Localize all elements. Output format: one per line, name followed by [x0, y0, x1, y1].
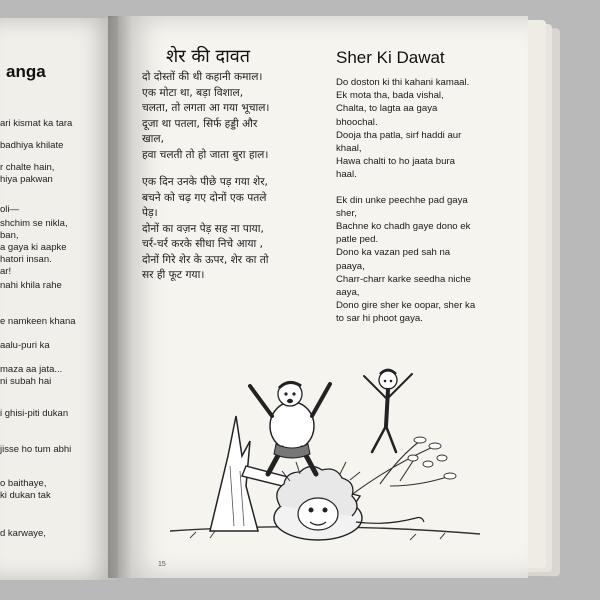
left-page-line: shchim se nikla, — [0, 218, 68, 229]
poem-line: हवा चलती तो हो जाता बुरा हाल। — [142, 148, 269, 161]
poem-line: दो दोस्तों की थी कहानी कमाल। — [142, 71, 263, 83]
poem-line: aaya, — [336, 287, 360, 299]
hindi-poem-title: शेर की दावत — [166, 46, 251, 67]
left-page-line: ki dukan tak — [0, 490, 51, 501]
left-page-line: aalu-puri ka — [0, 340, 50, 351]
poem-line: Dono gire sher ke oopar, sher ka — [336, 300, 476, 312]
left-page — [0, 18, 118, 580]
poem-line: दूजा था पतला, सिर्फ हड्डी और — [142, 117, 258, 130]
hindi-poem-body — [142, 70, 322, 296]
lion-and-friends-illustration — [150, 346, 490, 546]
left-page-title: anga — [6, 62, 46, 81]
poem-line: चर्र-चर्र करके सीधा निचे आया , — [142, 238, 263, 250]
poem-line: haal. — [336, 169, 357, 181]
right-page — [118, 16, 528, 578]
left-page-line: ni subah hai — [0, 376, 52, 387]
poem-line: Dooja tha patla, sirf haddi aur — [336, 129, 462, 141]
left-page-line: maza aa jata... — [0, 364, 63, 375]
left-page-line: o baithaye, — [0, 478, 47, 489]
poem-line: दोनों का वज़न पेड़ सह ना पाया, — [142, 222, 264, 235]
left-page-line: ban, — [0, 230, 19, 241]
poem-line: Chalta, to lagta aa gaya — [336, 103, 438, 115]
poem-line: patle ped. — [336, 234, 379, 246]
english-poem-title: Sher Ki Dawat — [336, 48, 445, 67]
poem-line: सर ही फूट गया। — [142, 269, 205, 281]
poem-line: बचने को चढ़ गए दोनों एक पतले — [142, 191, 267, 204]
poem-line: दोनों गिरे शेर के ऊपर, शेर का तो — [142, 253, 269, 266]
poem-line: Dono ka vazan ped sah na — [336, 247, 451, 259]
left-page-line: e namkeen khana — [0, 316, 76, 327]
left-page-line: r chalte hain, — [0, 162, 55, 173]
page-number: 15 — [158, 561, 166, 568]
poem-stanza — [142, 175, 322, 284]
left-page-line: d karwaye, — [0, 528, 46, 539]
poem-stanza — [142, 70, 322, 163]
left-page-line: hatori insan. — [0, 254, 52, 265]
poem-line: Bachne ko chadh gaye dono ek — [336, 221, 471, 233]
poem-line: Hawa chalti to ho jaata bura — [336, 156, 455, 168]
left-page-line: i ghisi-piti dukan — [0, 408, 69, 419]
left-page-line: ar! — [0, 266, 12, 277]
poem-line: sher, — [336, 207, 357, 219]
poem-stanza — [336, 76, 504, 182]
poem-line: Do doston ki thi kahani kamaal. — [336, 77, 470, 88]
poem-line: to sar hi phoot gaya. — [336, 313, 423, 325]
poem-stanza — [336, 194, 504, 326]
left-page-line: nahi khila rahe — [0, 280, 62, 291]
poem-line: एक दिन उनके पीछे पड़ गया शेर, — [142, 176, 268, 188]
poem-line: Ek mota tha, bada vishal, — [336, 90, 444, 102]
poem-line: एक मोटा था, बड़ा विशाल, — [142, 86, 244, 99]
left-page-line: jisse ho tum abhi — [0, 444, 72, 455]
poem-line: khaal, — [336, 143, 362, 155]
poem-line: paaya, — [336, 260, 365, 272]
poem-line: Charr-charr karke seedha niche — [336, 273, 471, 285]
left-page-line: ari kismat ka tara — [0, 118, 73, 129]
poem-line: Ek din unke peechhe pad gaya — [336, 194, 468, 206]
left-page-line: badhiya khilate — [0, 140, 64, 151]
left-page-line: oli— — [0, 204, 20, 215]
poem-line: पेड़। — [142, 207, 158, 219]
poem-line: खाल, — [142, 133, 164, 145]
poem-line: bhoochal. — [336, 116, 378, 128]
left-page-line: a gaya ki aapke — [0, 242, 67, 253]
book-spine-shadow — [108, 16, 132, 578]
english-poem-body — [336, 76, 504, 338]
poem-line: चलता, तो लगता आ गया भूचाल। — [142, 102, 270, 114]
left-page-line: hiya pakwan — [0, 174, 53, 185]
